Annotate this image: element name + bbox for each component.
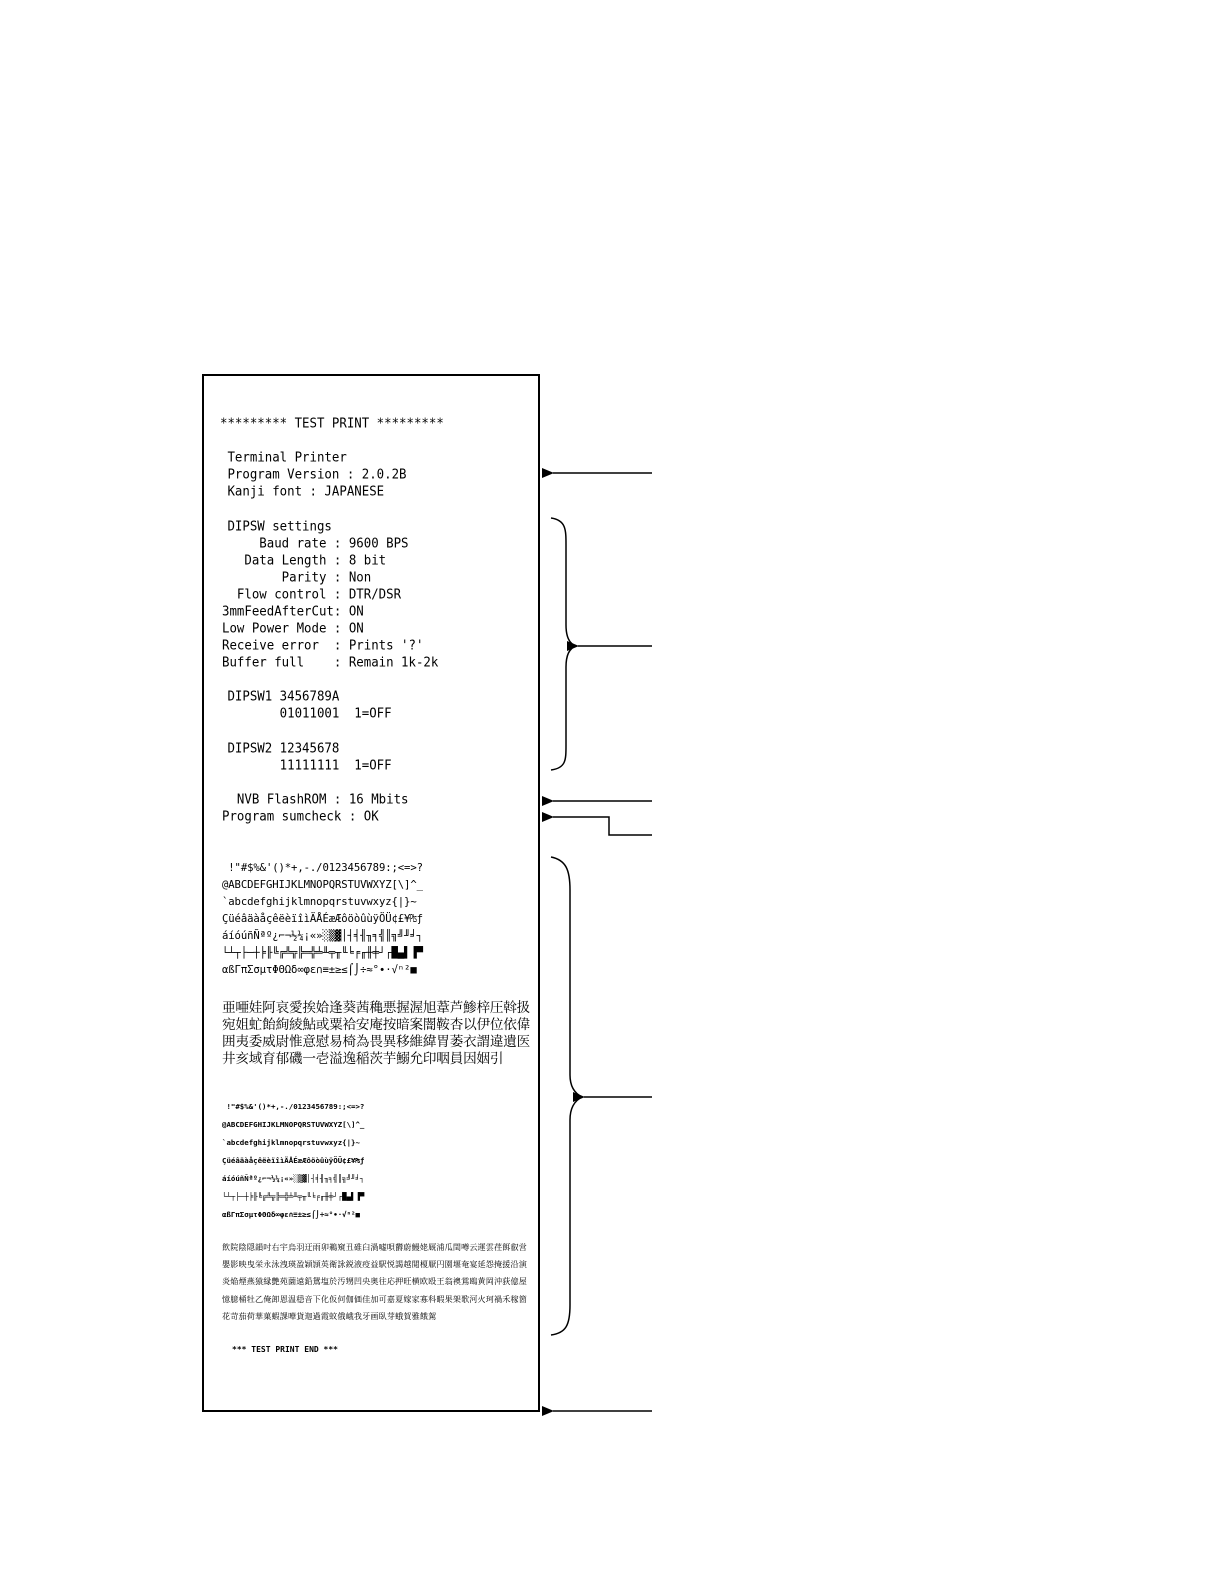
program-sumcheck-arrow — [553, 817, 652, 835]
dipsw2-values-line: 11111111 1=OFF — [220, 757, 392, 773]
charset-small-line: αßΓπΣσµτΦΘΩδ∞φε∩≡±≥≤⌠⌡÷≈°∙·√ⁿ²■ — [222, 1210, 360, 1219]
charset-small-line: @ABCDEFGHIJKLMNOPQRSTUVWXYZ[\]^_ — [222, 1120, 365, 1129]
feed-after-cut-line: 3mmFeedAfterCut: ON — [222, 603, 364, 619]
receive-error-line: Receive error : Prints '?' — [222, 637, 424, 653]
program-sumcheck-line: Program sumcheck : OK — [222, 808, 379, 824]
dipsw1-header-line: DIPSW1 3456789A — [220, 688, 340, 704]
low-power-mode-line: Low Power Mode : ON — [222, 620, 364, 636]
dipsw-settings-title: DIPSW settings — [220, 518, 332, 534]
baud-rate-line: Baud rate : 9600 BPS — [222, 535, 409, 551]
dipsw2-header-line: DIPSW2 12345678 — [220, 740, 340, 756]
charset-large-line: ÇüéâäàåçêëèïîìÄÅÉæÆôöòûùÿÖÜ¢£¥₧ƒ — [222, 913, 423, 925]
charset-large-line: áíóúñÑªº¿⌐¬½¼¡«»░▒▓│┤╡╢╖╕╣║╗╝╜╛┐ — [222, 930, 423, 942]
charset-large-line: αßΓπΣσµτΦΘΩδ∞φε∩≡±≥≤⌠⌡÷≈°∙·√ⁿ²■ — [222, 964, 417, 976]
kanji-large-block: 亜唖娃阿哀愛挨姶逢葵茜穐悪握渥旭葦芦鯵梓圧斡扱宛姐虻飴絢綾鮎或粟袷安庵按暗案闇鞍杏以伊位依偉囲夷委威尉惟意慰易椅為畏異移維緯胃萎衣謂違遺医井亥域育郁磯一壱溢逸稲茨芋鰯允印咽員因姻引 — [222, 1000, 531, 1067]
charset-small-line: ÇüéâäàåçêëèïîìÄÅÉæÆôöòûùÿÖÜ¢£¥₧ƒ — [222, 1156, 365, 1165]
program-version-line: Program Version : 2.0.2B — [220, 466, 407, 482]
character-set-brace — [551, 857, 582, 1335]
charset-small-line: !"#$%&'()*+,-./0123456789:;<=>? — [222, 1102, 365, 1111]
dipsw1-values-line: 01011001 1=OFF — [220, 705, 392, 721]
kanji-font-line: Kanji font : JAPANESE — [220, 483, 385, 499]
charset-large-line: `abcdefghijklmnopqrstuvwxyz{|}~ — [222, 896, 417, 908]
test-print-end-line: *** TEST PRINT END *** — [232, 1345, 338, 1354]
flashrom-line: NVB FlashROM : 16 Mbits — [222, 791, 409, 807]
charset-small-line: `abcdefghijklmnopqrstuvwxyz{|}~ — [222, 1138, 360, 1147]
dipsw-settings-brace — [551, 518, 576, 770]
data-length-line: Data Length : 8 bit — [222, 552, 387, 568]
charset-small-line: áíóúñÑªº¿⌐¬½¼¡«»░▒▓│┤╡╢╖╕╣║╗╝╜╛┐ — [222, 1174, 365, 1183]
kanji-small-block: 飲院陰隠韻吋右宇烏羽迂雨卯鵜窺丑碓臼渦嘘唄欝蔚鰻姥厩浦瓜閏噂云運雲荏餌叡営嬰影映曳栄永泳洩瑛盈穎頴英衛詠鋭液疫益駅悦謁越閲榎厭円園堰奄宴延怨掩援沿演炎焔煙燕猿縁艶苑薗遠鉛鴛塩於汚甥凹央奥往応押旺横欧殴王翁襖鴬鴎黄岡沖荻億屋憶臆桶牡乙俺卸恩温穏音下化仮何伽価佳加可嘉夏嫁家寡科暇果架歌河火珂禍禾稼箇花苛茄荷華菓蝦課嘩貨迦過霞蚊俄峨我牙画臥芽蛾賀雅餓駕 — [222, 1242, 528, 1321]
flow-control-line: Flow control : DTR/DSR — [222, 586, 402, 602]
test-print-header: ********* TEST PRINT ********* — [220, 415, 444, 431]
parity-line: Parity : Non — [222, 569, 372, 585]
charset-large-line: └┴┬├─┼╞╟╚╔╩╦╠═╬╧╨╤╥╙╘╒╓╫╪┘┌█▄▌▐▀ — [222, 947, 423, 959]
terminal-printer-line: Terminal Printer — [220, 449, 347, 465]
buffer-full-line: Buffer full : Remain 1k-2k — [222, 654, 439, 670]
charset-large-line: !"#$%&'()*+,-./0123456789:;<=>? — [222, 862, 423, 874]
charset-small-line: └┴┬├─┼╞╟╚╔╩╦╠═╬╧╨╤╥╙╘╒╓╫╪┘┌█▄▌▐▀ — [222, 1192, 365, 1201]
charset-large-line: @ABCDEFGHIJKLMNOPQRSTUVWXYZ[\]^_ — [222, 879, 423, 891]
